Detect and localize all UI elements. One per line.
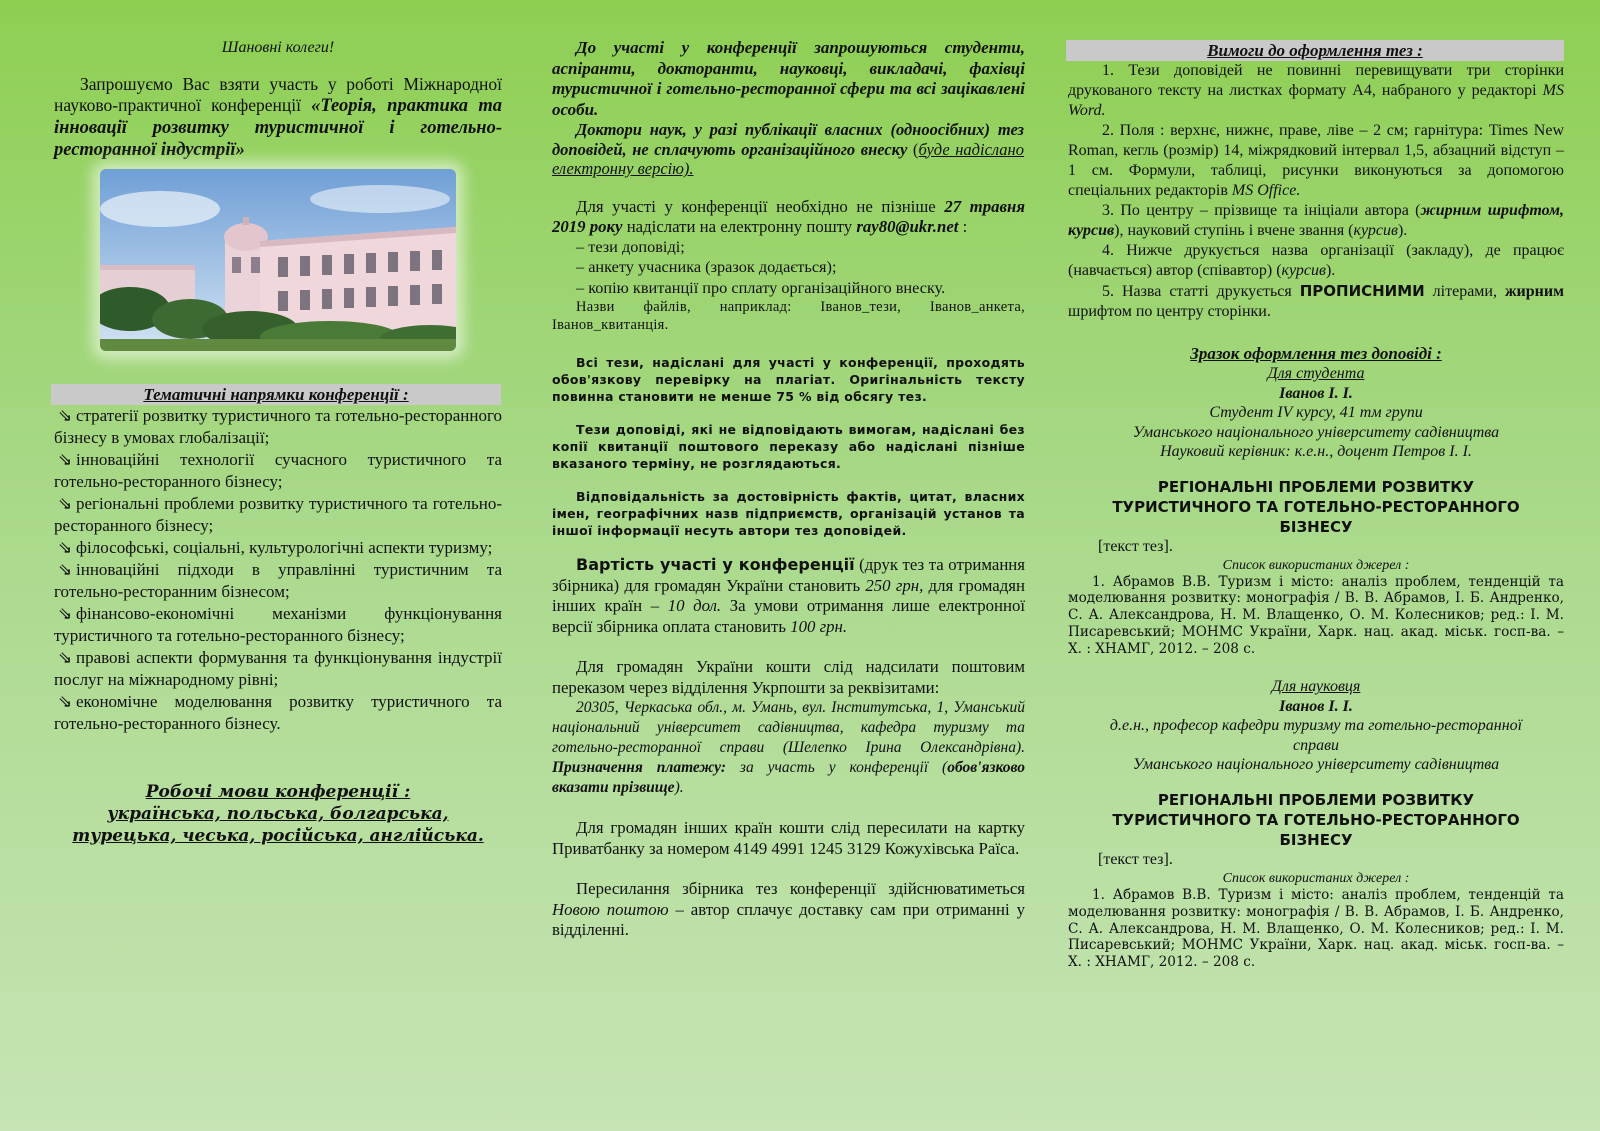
doctors-text: Доктори наук, у разі публікації власних (одноосібних) тез доповідей, не сплачують організаційного внеску	[552, 120, 1024, 159]
cost-ukraine: 250 грн,	[865, 575, 924, 595]
item-form: – анкету учасника (зразок додається);	[576, 257, 837, 276]
requirement-1: 1. Тези доповідей не повинні перевищувати три сторінки друкованого тексту на листках формату А4, набраного у редакторі MS Word.	[1068, 62, 1564, 119]
scientist-label: Для науковця	[1271, 678, 1361, 696]
arrow-icon: ⇘	[57, 647, 73, 667]
requirements-list	[1068, 61, 1564, 322]
rejection-notice: Тези доповіді, які не відповідають вимогам, надіслані без копії квитанції поштового переказу або надіслані пізніше вказаного терміну, не розглядаються.	[552, 422, 1025, 471]
student-sample: Для студента Іванов І. І. Студент IV курсу, 41 тм групи Уманського національного університету садівництва Науковий керівник: к.е.н., доцент Петров І. І.	[1068, 364, 1564, 462]
sources-label-2: Список використаних джерел :	[1222, 870, 1410, 886]
doctors-paragraph: Доктори наук, у разі публікації власних (одноосібних) тез доповідей, не сплачують організаційного внеску (буде надіслано електронну версію).	[552, 120, 1024, 178]
scientist-sample: Для науковця Іванов І. І. д.е.н., професор кафедри туризму та готельно-ресторанної справи Уманського національного університету садівництва	[1068, 677, 1564, 775]
topic-item: ⇘ інноваційні підходи в управлінні туристичним та готельно-ресторанним бізнесом;	[54, 559, 502, 601]
cost-paragraph: Вартість участі у конференції (друк тез та отримання збірника) для громадян України становить 250 грн, для громадян інших країн – 10 дол. За умови отримання лише електронної версії збірника оплата становить 100 грн.	[552, 555, 1025, 636]
filenames-note: Назви файлів, наприклад: Іванов_тези, Іванов_анкета, Іванов_квитанція.	[552, 299, 1025, 333]
arrow-icon: ⇘	[57, 493, 73, 513]
sources-label: Список використаних джерел :	[1222, 557, 1410, 573]
languages-block	[54, 781, 502, 847]
deadline-date: 27 травня 2019 року	[552, 196, 1025, 236]
topics-list	[54, 405, 502, 735]
requirement-2: 2. Поля : верхнє, нижнє, праве, ліве – 2 см; гарнітура: Times New Roman, кегль (розмір) 14, міжрядковий інтервал 1,5, абзацний відступ – 1 см. Формули, таблиці, рисунки виконуються за допомогою спеціальних редакторів MS Office.	[1068, 122, 1564, 199]
reference-item: 1. Абрамов В.В. Туризм і місто: аналіз проблем, тенденцій та моделювання розвитку: монографія / В. В. Абрамов, І. Б. Андренко, С. А. Александрова, Н. М. Влащенко, О. М. Колесников; ред.: І. М. Писаревський; МОНМС України, Харк. нац. акад. міськ. госп-ва. – Х. : ХНАМГ, 2012. – 208 с.	[1068, 573, 1564, 657]
ukraine-payment: Для громадян України кошти слід надсилати поштовим переказом через відділення Укрпошти за реквізитами:	[552, 657, 1025, 697]
topic-item: ⇘ правові аспекти формування та функціонування індустрії послуг на міжнародному рівні;	[54, 647, 502, 689]
payment-address: 20305, Черкаська обл., м. Умань, вул. Інститутська, 1, Уманський національний університет садівництва, кафедра туризму та готельно-ресторанної справи (Шелепко Ірина Олександрівна). Призначення платежу: за участь у конференції (обов'язково вказати прізвище).	[552, 699, 1025, 796]
topic-item: ⇘ економічне моделювання розвитку туристичного та готельно-ресторанного бізнесу.	[54, 691, 502, 733]
text-placeholder-2: [текст тез].	[1098, 850, 1173, 868]
student-label: Для студента	[1267, 365, 1365, 382]
cost-label: Вартість участі у конференції	[576, 555, 855, 574]
item-abstract: – тези доповіді;	[576, 236, 685, 256]
paper-title-scientist: РЕГІОНАЛЬНІ ПРОБЛЕМИ РОЗВИТКУ ТУРИСТИЧНОГО ТА ГОТЕЛЬНО-РЕСТОРАННОГО БІЗНЕСУ	[1112, 790, 1520, 849]
topics-heading: Тематичні напрямки конференції :	[51, 384, 501, 405]
text-placeholder: [текст тез].	[1098, 537, 1173, 555]
scientist-name: Іванов І. І.	[1279, 697, 1353, 715]
invite-paragraph: До участі у конференції запрошуються студенти, аспіранти, докторанти, науковці, викладачі, фахівці туристичної і готельно-ресторанної сфери та всі зацікавлені особи.	[552, 38, 1025, 119]
topic-item: ⇘ інноваційні технології сучасного туристичного та готельно-ресторанного бізнесу;	[54, 449, 502, 491]
languages-line-1: українська, польська, болгарська,	[107, 803, 449, 824]
cost-electronic: 100 грн.	[790, 616, 848, 636]
responsibility-notice: Відповідальність за достовірність фактів, цитат, власних імен, географічних назв підприємств, організацій установ та іншої інформації несуть автори тез доповідей.	[552, 489, 1025, 538]
reference-item-2: 1. Абрамов В.В. Туризм і місто: аналіз проблем, тенденцій та моделювання розвитку: монографія / В. В. Абрамов, І. Б. Андренко, С. А. Александрова, Н. М. Влащенко, О. М. Колесников; ред.: І. М. Писаревський; МОНМС України, Харк. нац. акад. міськ. госп-ва. – Х. : ХНАМГ, 2012. – 208 с.	[1068, 886, 1564, 971]
paper-title-student: РЕГІОНАЛЬНІ ПРОБЛЕМИ РОЗВИТКУ ТУРИСТИЧНОГО ТА ГОТЕЛЬНО-РЕСТОРАННОГО БІЗНЕСУ	[1112, 477, 1520, 536]
purpose-label: Призначення платежу:	[552, 759, 727, 776]
topic-item: ⇘ регіональні проблеми розвитку туристичного та готельно-ресторанного бізнесу;	[54, 493, 502, 535]
column-right	[1068, 36, 1564, 971]
arrow-icon: ⇘	[57, 691, 73, 711]
foreign-payment: Для громадян інших країн кошти слід пересилати на картку Приватбанку за номером 4149 4991 1245 3129 Кожухівська Раїса.	[552, 818, 1025, 858]
item-receipt: – копію квитанції про сплату організаційного внеску.	[576, 277, 946, 297]
delivery-paragraph: Пересилання збірника тез конференції здійснюватиметься Новою поштою – автор сплачує доставку сам при отриманні у відділенні.	[552, 879, 1025, 939]
column-middle	[552, 36, 1025, 941]
languages-heading: Робочі мови конференції :	[145, 781, 411, 802]
intro-text: Запрошуємо Вас взяти участь у роботі Міжнародної науково-практичної конференції	[54, 73, 502, 115]
sample-heading: Зразок оформлення тез доповіді :	[1190, 344, 1442, 363]
topic-item: ⇘ фінансово-економічні механізми функціонування туристичного та готельно-ресторанного бізнесу;	[54, 603, 502, 645]
cost-foreign: 10 дол.	[667, 596, 722, 615]
topic-item: ⇘ стратегії розвитку туристичного та готельно-ресторанного бізнесу в умовах глобалізації;	[54, 405, 502, 447]
languages-line-2: турецька, чеська, російська, англійська.	[72, 825, 484, 846]
topic-item: ⇘ філософські, соціальні, культурологічні аспекти туризму;	[54, 537, 502, 559]
student-name: Іванов І. І.	[1279, 384, 1353, 402]
conference-title: «Теорія, практика та інновації розвитку туристичної і готельно-ресторанної індустрії»	[54, 95, 502, 160]
arrow-icon: ⇘	[57, 405, 73, 425]
intro-paragraph	[54, 74, 502, 161]
plagiarism-notice: Всі тези, надіслані для участі у конференції, проходять обов'язкову перевірку на плагіат. Оригінальність тексту повинна становити не менше 75 % від обсягу тез.	[552, 355, 1025, 404]
arrow-icon: ⇘	[57, 449, 73, 469]
requirement-5: 5. Назва статті друкується ПРОПИСНИМИ літерами, жирним шрифтом по центру сторінки.	[1068, 282, 1565, 320]
university-building-photo	[100, 169, 456, 351]
doctors-note: буде надіслано електронну версію).	[552, 139, 1024, 178]
deadline-paragraph: Для участі у конференції необхідно не пізніше 27 травня 2019 року надіслати на електронну пошту ray80@ukr.net :	[552, 196, 1025, 236]
arrow-icon: ⇘	[57, 537, 73, 557]
building-illustration	[100, 169, 456, 351]
column-left	[54, 36, 502, 847]
requirements-heading: Вимоги до оформлення тез :	[1066, 40, 1564, 61]
arrow-icon: ⇘	[57, 603, 73, 623]
greeting: Шановні колеги!	[221, 39, 335, 56]
arrow-icon: ⇘	[57, 559, 73, 579]
requirement-3: 3. По центру – прізвище та ініціали автора (жирним шрифтом, курсив), науковий ступінь і вчене звання (курсив).	[1068, 202, 1564, 239]
requirement-4: 4. Нижче друкується назва організації (закладу), де працює (навчається) автор (співавтор) (курсив).	[1068, 242, 1564, 279]
email-address[interactable]: ray80@ukr.net	[856, 216, 959, 236]
